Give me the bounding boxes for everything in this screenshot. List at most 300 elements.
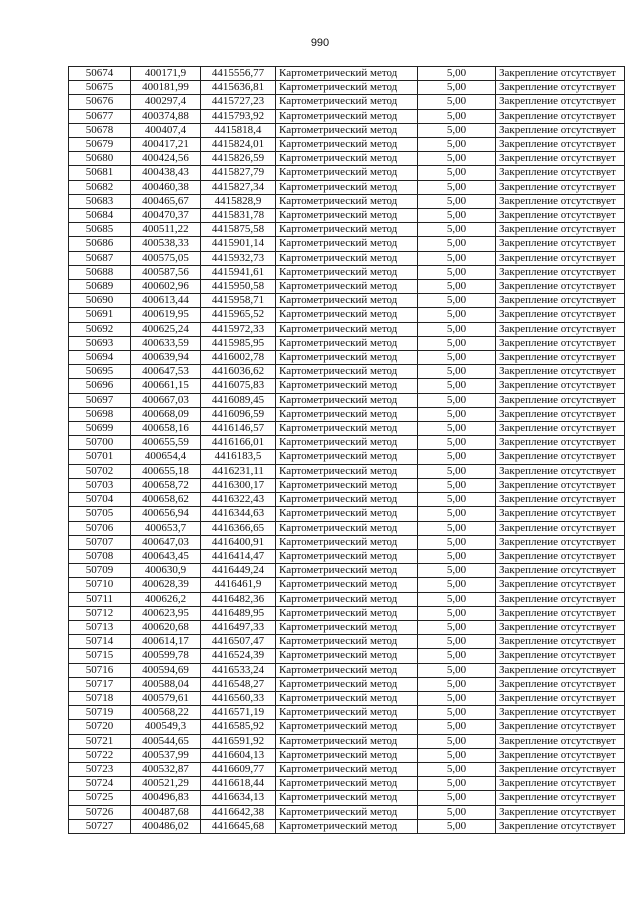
y-coordinate-cell: 4416609,77 xyxy=(201,762,276,776)
y-coordinate-cell: 4415826,59 xyxy=(201,152,276,166)
method-cell: Картометрический метод xyxy=(276,606,418,620)
method-cell: Картометрический метод xyxy=(276,194,418,208)
method-cell: Картометрический метод xyxy=(276,95,418,109)
fixing-description-cell: Закрепление отсутствует xyxy=(496,493,625,507)
fixing-description-cell: Закрепление отсутствует xyxy=(496,748,625,762)
point-number-cell: 50692 xyxy=(69,322,131,336)
table-row xyxy=(69,436,625,450)
x-coordinate-cell: 400647,03 xyxy=(131,535,201,549)
method-cell: Картометрический метод xyxy=(276,322,418,336)
method-cell: Картометрический метод xyxy=(276,109,418,123)
method-cell: Картометрический метод xyxy=(276,209,418,223)
point-number-cell: 50706 xyxy=(69,521,131,535)
y-coordinate-cell: 4416524,39 xyxy=(201,649,276,663)
y-coordinate-cell: 4415972,33 xyxy=(201,322,276,336)
x-coordinate-cell: 400424,56 xyxy=(131,152,201,166)
accuracy-cell: 5,00 xyxy=(418,322,496,336)
point-number-cell: 50718 xyxy=(69,691,131,705)
y-coordinate-cell: 4416089,45 xyxy=(201,393,276,407)
method-cell: Картометрический метод xyxy=(276,450,418,464)
table-row xyxy=(69,606,625,620)
accuracy-cell: 5,00 xyxy=(418,393,496,407)
point-number-cell: 50674 xyxy=(69,67,131,81)
fixing-description-cell: Закрепление отсутствует xyxy=(496,649,625,663)
table-row xyxy=(69,365,625,379)
accuracy-cell: 5,00 xyxy=(418,464,496,478)
x-coordinate-cell: 400614,17 xyxy=(131,635,201,649)
point-number-cell: 50688 xyxy=(69,265,131,279)
y-coordinate-cell: 4416322,43 xyxy=(201,493,276,507)
method-cell: Картометрический метод xyxy=(276,620,418,634)
point-number-cell: 50708 xyxy=(69,549,131,563)
x-coordinate-cell: 400623,95 xyxy=(131,606,201,620)
method-cell: Картометрический метод xyxy=(276,365,418,379)
table-row xyxy=(69,620,625,634)
y-coordinate-cell: 4415556,77 xyxy=(201,67,276,81)
table-row xyxy=(69,748,625,762)
table-row xyxy=(69,507,625,521)
point-number-cell: 50715 xyxy=(69,649,131,663)
fixing-description-cell: Закрепление отсутствует xyxy=(496,734,625,748)
fixing-description-cell: Закрепление отсутствует xyxy=(496,194,625,208)
accuracy-cell: 5,00 xyxy=(418,507,496,521)
y-coordinate-cell: 4415824,01 xyxy=(201,138,276,152)
table-row xyxy=(69,81,625,95)
y-coordinate-cell: 4416449,24 xyxy=(201,564,276,578)
table-row xyxy=(69,777,625,791)
method-cell: Картометрический метод xyxy=(276,535,418,549)
table-row xyxy=(69,351,625,365)
y-coordinate-cell: 4416618,44 xyxy=(201,777,276,791)
point-number-cell: 50726 xyxy=(69,805,131,819)
accuracy-cell: 5,00 xyxy=(418,691,496,705)
point-number-cell: 50710 xyxy=(69,578,131,592)
point-number-cell: 50686 xyxy=(69,237,131,251)
fixing-description-cell: Закрепление отсутствует xyxy=(496,436,625,450)
fixing-description-cell: Закрепление отсутствует xyxy=(496,251,625,265)
method-cell: Картометрический метод xyxy=(276,478,418,492)
accuracy-cell: 5,00 xyxy=(418,237,496,251)
point-number-cell: 50685 xyxy=(69,223,131,237)
method-cell: Картометрический метод xyxy=(276,819,418,833)
accuracy-cell: 5,00 xyxy=(418,450,496,464)
table-row xyxy=(69,251,625,265)
accuracy-cell: 5,00 xyxy=(418,436,496,450)
y-coordinate-cell: 4415965,52 xyxy=(201,308,276,322)
method-cell: Картометрический метод xyxy=(276,379,418,393)
fixing-description-cell: Закрепление отсутствует xyxy=(496,464,625,478)
fixing-description-cell: Закрепление отсутствует xyxy=(496,180,625,194)
table-row xyxy=(69,308,625,322)
fixing-description-cell: Закрепление отсутствует xyxy=(496,691,625,705)
fixing-description-cell: Закрепление отсутствует xyxy=(496,209,625,223)
accuracy-cell: 5,00 xyxy=(418,564,496,578)
accuracy-cell: 5,00 xyxy=(418,649,496,663)
x-coordinate-cell: 400532,87 xyxy=(131,762,201,776)
accuracy-cell: 5,00 xyxy=(418,493,496,507)
y-coordinate-cell: 4416497,33 xyxy=(201,620,276,634)
y-coordinate-cell: 4416585,92 xyxy=(201,720,276,734)
point-number-cell: 50694 xyxy=(69,351,131,365)
accuracy-cell: 5,00 xyxy=(418,123,496,137)
x-coordinate-cell: 400588,04 xyxy=(131,677,201,691)
point-number-cell: 50717 xyxy=(69,677,131,691)
fixing-description-cell: Закрепление отсутствует xyxy=(496,280,625,294)
fixing-description-cell: Закрепление отсутствует xyxy=(496,351,625,365)
method-cell: Картометрический метод xyxy=(276,223,418,237)
accuracy-cell: 5,00 xyxy=(418,109,496,123)
fixing-description-cell: Закрепление отсутствует xyxy=(496,791,625,805)
page-number: 990 xyxy=(310,37,330,49)
x-coordinate-cell: 400643,45 xyxy=(131,549,201,563)
point-number-cell: 50697 xyxy=(69,393,131,407)
table-row xyxy=(69,407,625,421)
table-row xyxy=(69,663,625,677)
x-coordinate-cell: 400544,65 xyxy=(131,734,201,748)
point-number-cell: 50693 xyxy=(69,336,131,350)
method-cell: Картометрический метод xyxy=(276,351,418,365)
fixing-description-cell: Закрепление отсутствует xyxy=(496,166,625,180)
accuracy-cell: 5,00 xyxy=(418,620,496,634)
table-row xyxy=(69,322,625,336)
fixing-description-cell: Закрепление отсутствует xyxy=(496,95,625,109)
point-number-cell: 50695 xyxy=(69,365,131,379)
table-row xyxy=(69,791,625,805)
accuracy-cell: 5,00 xyxy=(418,606,496,620)
method-cell: Картометрический метод xyxy=(276,762,418,776)
method-cell: Картометрический метод xyxy=(276,663,418,677)
accuracy-cell: 5,00 xyxy=(418,706,496,720)
table-row xyxy=(69,691,625,705)
x-coordinate-cell: 400568,22 xyxy=(131,706,201,720)
point-number-cell: 50684 xyxy=(69,209,131,223)
x-coordinate-cell: 400486,02 xyxy=(131,819,201,833)
fixing-description-cell: Закрепление отсутствует xyxy=(496,620,625,634)
method-cell: Картометрический метод xyxy=(276,805,418,819)
method-cell: Картометрический метод xyxy=(276,578,418,592)
method-cell: Картометрический метод xyxy=(276,549,418,563)
method-cell: Картометрический метод xyxy=(276,791,418,805)
point-number-cell: 50719 xyxy=(69,706,131,720)
y-coordinate-cell: 4416645,68 xyxy=(201,819,276,833)
point-number-cell: 50725 xyxy=(69,791,131,805)
point-number-cell: 50711 xyxy=(69,592,131,606)
y-coordinate-cell: 4415932,73 xyxy=(201,251,276,265)
accuracy-cell: 5,00 xyxy=(418,280,496,294)
fixing-description-cell: Закрепление отсутствует xyxy=(496,478,625,492)
accuracy-cell: 5,00 xyxy=(418,81,496,95)
point-number-cell: 50689 xyxy=(69,280,131,294)
x-coordinate-cell: 400594,69 xyxy=(131,663,201,677)
table-row xyxy=(69,336,625,350)
table-row xyxy=(69,734,625,748)
x-coordinate-cell: 400654,4 xyxy=(131,450,201,464)
point-number-cell: 50709 xyxy=(69,564,131,578)
table-row xyxy=(69,649,625,663)
method-cell: Картометрический метод xyxy=(276,180,418,194)
y-coordinate-cell: 4416642,38 xyxy=(201,805,276,819)
x-coordinate-cell: 400630,9 xyxy=(131,564,201,578)
method-cell: Картометрический метод xyxy=(276,706,418,720)
fixing-description-cell: Закрепление отсутствует xyxy=(496,663,625,677)
y-coordinate-cell: 4415901,14 xyxy=(201,237,276,251)
y-coordinate-cell: 4416548,27 xyxy=(201,677,276,691)
x-coordinate-cell: 400470,37 xyxy=(131,209,201,223)
fixing-description-cell: Закрепление отсутствует xyxy=(496,805,625,819)
point-number-cell: 50691 xyxy=(69,308,131,322)
y-coordinate-cell: 4416533,24 xyxy=(201,663,276,677)
fixing-description-cell: Закрепление отсутствует xyxy=(496,706,625,720)
y-coordinate-cell: 4416146,57 xyxy=(201,422,276,436)
x-coordinate-cell: 400613,44 xyxy=(131,294,201,308)
y-coordinate-cell: 4416560,33 xyxy=(201,691,276,705)
x-coordinate-cell: 400521,29 xyxy=(131,777,201,791)
accuracy-cell: 5,00 xyxy=(418,194,496,208)
x-coordinate-cell: 400374,88 xyxy=(131,109,201,123)
x-coordinate-cell: 400628,39 xyxy=(131,578,201,592)
x-coordinate-cell: 400658,72 xyxy=(131,478,201,492)
y-coordinate-cell: 4416183,5 xyxy=(201,450,276,464)
table-row xyxy=(69,720,625,734)
fixing-description-cell: Закрепление отсутствует xyxy=(496,407,625,421)
accuracy-cell: 5,00 xyxy=(418,223,496,237)
table-row xyxy=(69,464,625,478)
accuracy-cell: 5,00 xyxy=(418,578,496,592)
accuracy-cell: 5,00 xyxy=(418,365,496,379)
table-row xyxy=(69,535,625,549)
x-coordinate-cell: 400653,7 xyxy=(131,521,201,535)
accuracy-cell: 5,00 xyxy=(418,180,496,194)
x-coordinate-cell: 400496,83 xyxy=(131,791,201,805)
table-row xyxy=(69,209,625,223)
fixing-description-cell: Закрепление отсутствует xyxy=(496,393,625,407)
fixing-description-cell: Закрепление отсутствует xyxy=(496,152,625,166)
x-coordinate-cell: 400537,99 xyxy=(131,748,201,762)
accuracy-cell: 5,00 xyxy=(418,138,496,152)
method-cell: Картометрический метод xyxy=(276,677,418,691)
accuracy-cell: 5,00 xyxy=(418,67,496,81)
accuracy-cell: 5,00 xyxy=(418,152,496,166)
x-coordinate-cell: 400633,59 xyxy=(131,336,201,350)
fixing-description-cell: Закрепление отсутствует xyxy=(496,549,625,563)
method-cell: Картометрический метод xyxy=(276,691,418,705)
accuracy-cell: 5,00 xyxy=(418,294,496,308)
x-coordinate-cell: 400417,21 xyxy=(131,138,201,152)
table-row xyxy=(69,166,625,180)
table-row xyxy=(69,180,625,194)
method-cell: Картометрический метод xyxy=(276,265,418,279)
point-number-cell: 50723 xyxy=(69,762,131,776)
y-coordinate-cell: 4415958,71 xyxy=(201,294,276,308)
fixing-description-cell: Закрепление отсутствует xyxy=(496,223,625,237)
y-coordinate-cell: 4416507,47 xyxy=(201,635,276,649)
point-number-cell: 50724 xyxy=(69,777,131,791)
accuracy-cell: 5,00 xyxy=(418,265,496,279)
x-coordinate-cell: 400655,59 xyxy=(131,436,201,450)
x-coordinate-cell: 400668,09 xyxy=(131,407,201,421)
point-number-cell: 50690 xyxy=(69,294,131,308)
y-coordinate-cell: 4415636,81 xyxy=(201,81,276,95)
y-coordinate-cell: 4416344,63 xyxy=(201,507,276,521)
table-row xyxy=(69,592,625,606)
x-coordinate-cell: 400549,3 xyxy=(131,720,201,734)
y-coordinate-cell: 4416300,17 xyxy=(201,478,276,492)
y-coordinate-cell: 4415831,78 xyxy=(201,209,276,223)
accuracy-cell: 5,00 xyxy=(418,805,496,819)
y-coordinate-cell: 4416366,65 xyxy=(201,521,276,535)
fixing-description-cell: Закрепление отсутствует xyxy=(496,819,625,833)
y-coordinate-cell: 4416231,11 xyxy=(201,464,276,478)
fixing-description-cell: Закрепление отсутствует xyxy=(496,336,625,350)
fixing-description-cell: Закрепление отсутствует xyxy=(496,123,625,137)
table-row xyxy=(69,478,625,492)
x-coordinate-cell: 400658,62 xyxy=(131,493,201,507)
method-cell: Картометрический метод xyxy=(276,280,418,294)
table-row xyxy=(69,123,625,137)
y-coordinate-cell: 4416166,01 xyxy=(201,436,276,450)
table-row xyxy=(69,265,625,279)
y-coordinate-cell: 4415875,58 xyxy=(201,223,276,237)
y-coordinate-cell: 4416461,9 xyxy=(201,578,276,592)
method-cell: Картометрический метод xyxy=(276,294,418,308)
table-row xyxy=(69,493,625,507)
x-coordinate-cell: 400667,03 xyxy=(131,393,201,407)
point-number-cell: 50700 xyxy=(69,436,131,450)
fixing-description-cell: Закрепление отсутствует xyxy=(496,535,625,549)
table-row xyxy=(69,564,625,578)
point-number-cell: 50703 xyxy=(69,478,131,492)
coordinates-table-body xyxy=(69,67,625,834)
method-cell: Картометрический метод xyxy=(276,138,418,152)
accuracy-cell: 5,00 xyxy=(418,209,496,223)
fixing-description-cell: Закрепление отсутствует xyxy=(496,720,625,734)
x-coordinate-cell: 400655,18 xyxy=(131,464,201,478)
method-cell: Картометрический метод xyxy=(276,507,418,521)
fixing-description-cell: Закрепление отсутствует xyxy=(496,81,625,95)
point-number-cell: 50699 xyxy=(69,422,131,436)
point-number-cell: 50713 xyxy=(69,620,131,634)
accuracy-cell: 5,00 xyxy=(418,635,496,649)
fixing-description-cell: Закрепление отсутствует xyxy=(496,265,625,279)
accuracy-cell: 5,00 xyxy=(418,734,496,748)
fixing-description-cell: Закрепление отсутствует xyxy=(496,592,625,606)
fixing-description-cell: Закрепление отсутствует xyxy=(496,635,625,649)
fixing-description-cell: Закрепление отсутствует xyxy=(496,109,625,123)
table-row xyxy=(69,237,625,251)
method-cell: Картометрический метод xyxy=(276,308,418,322)
y-coordinate-cell: 4416489,95 xyxy=(201,606,276,620)
point-number-cell: 50682 xyxy=(69,180,131,194)
y-coordinate-cell: 4416002,78 xyxy=(201,351,276,365)
accuracy-cell: 5,00 xyxy=(418,422,496,436)
table-row xyxy=(69,67,625,81)
x-coordinate-cell: 400181,99 xyxy=(131,81,201,95)
accuracy-cell: 5,00 xyxy=(418,95,496,109)
fixing-description-cell: Закрепление отсутствует xyxy=(496,578,625,592)
method-cell: Картометрический метод xyxy=(276,237,418,251)
table-row xyxy=(69,762,625,776)
method-cell: Картометрический метод xyxy=(276,649,418,663)
y-coordinate-cell: 4416036,62 xyxy=(201,365,276,379)
accuracy-cell: 5,00 xyxy=(418,478,496,492)
point-number-cell: 50698 xyxy=(69,407,131,421)
table-row xyxy=(69,819,625,833)
x-coordinate-cell: 400487,68 xyxy=(131,805,201,819)
y-coordinate-cell: 4415828,9 xyxy=(201,194,276,208)
table-row xyxy=(69,677,625,691)
x-coordinate-cell: 400647,53 xyxy=(131,365,201,379)
y-coordinate-cell: 4416604,13 xyxy=(201,748,276,762)
fixing-description-cell: Закрепление отсутствует xyxy=(496,606,625,620)
fixing-description-cell: Закрепление отсутствует xyxy=(496,677,625,691)
fixing-description-cell: Закрепление отсутствует xyxy=(496,379,625,393)
point-number-cell: 50676 xyxy=(69,95,131,109)
point-number-cell: 50680 xyxy=(69,152,131,166)
method-cell: Картометрический метод xyxy=(276,422,418,436)
accuracy-cell: 5,00 xyxy=(418,308,496,322)
fixing-description-cell: Закрепление отсутствует xyxy=(496,762,625,776)
method-cell: Картометрический метод xyxy=(276,748,418,762)
table-row xyxy=(69,109,625,123)
x-coordinate-cell: 400538,33 xyxy=(131,237,201,251)
method-cell: Картометрический метод xyxy=(276,436,418,450)
table-row xyxy=(69,706,625,720)
point-number-cell: 50677 xyxy=(69,109,131,123)
point-number-cell: 50727 xyxy=(69,819,131,833)
accuracy-cell: 5,00 xyxy=(418,762,496,776)
method-cell: Картометрический метод xyxy=(276,336,418,350)
method-cell: Картометрический метод xyxy=(276,166,418,180)
accuracy-cell: 5,00 xyxy=(418,535,496,549)
y-coordinate-cell: 4415793,92 xyxy=(201,109,276,123)
point-number-cell: 50707 xyxy=(69,535,131,549)
table-row xyxy=(69,450,625,464)
table-row xyxy=(69,294,625,308)
accuracy-cell: 5,00 xyxy=(418,791,496,805)
x-coordinate-cell: 400438,43 xyxy=(131,166,201,180)
point-number-cell: 50722 xyxy=(69,748,131,762)
table-row xyxy=(69,95,625,109)
accuracy-cell: 5,00 xyxy=(418,592,496,606)
point-number-cell: 50720 xyxy=(69,720,131,734)
method-cell: Картометрический метод xyxy=(276,592,418,606)
fixing-description-cell: Закрепление отсутствует xyxy=(496,138,625,152)
accuracy-cell: 5,00 xyxy=(418,720,496,734)
y-coordinate-cell: 4416400,91 xyxy=(201,535,276,549)
method-cell: Картометрический метод xyxy=(276,67,418,81)
x-coordinate-cell: 400171,9 xyxy=(131,67,201,81)
fixing-description-cell: Закрепление отсутствует xyxy=(496,422,625,436)
fixing-description-cell: Закрепление отсутствует xyxy=(496,67,625,81)
point-number-cell: 50716 xyxy=(69,663,131,677)
point-number-cell: 50696 xyxy=(69,379,131,393)
method-cell: Картометрический метод xyxy=(276,734,418,748)
method-cell: Картометрический метод xyxy=(276,635,418,649)
table-row xyxy=(69,138,625,152)
table-row xyxy=(69,223,625,237)
accuracy-cell: 5,00 xyxy=(418,336,496,350)
x-coordinate-cell: 400661,15 xyxy=(131,379,201,393)
fixing-description-cell: Закрепление отсутствует xyxy=(496,564,625,578)
x-coordinate-cell: 400619,95 xyxy=(131,308,201,322)
accuracy-cell: 5,00 xyxy=(418,677,496,691)
method-cell: Картометрический метод xyxy=(276,407,418,421)
x-coordinate-cell: 400602,96 xyxy=(131,280,201,294)
y-coordinate-cell: 4415727,23 xyxy=(201,95,276,109)
point-number-cell: 50675 xyxy=(69,81,131,95)
x-coordinate-cell: 400656,94 xyxy=(131,507,201,521)
method-cell: Картометрический метод xyxy=(276,564,418,578)
